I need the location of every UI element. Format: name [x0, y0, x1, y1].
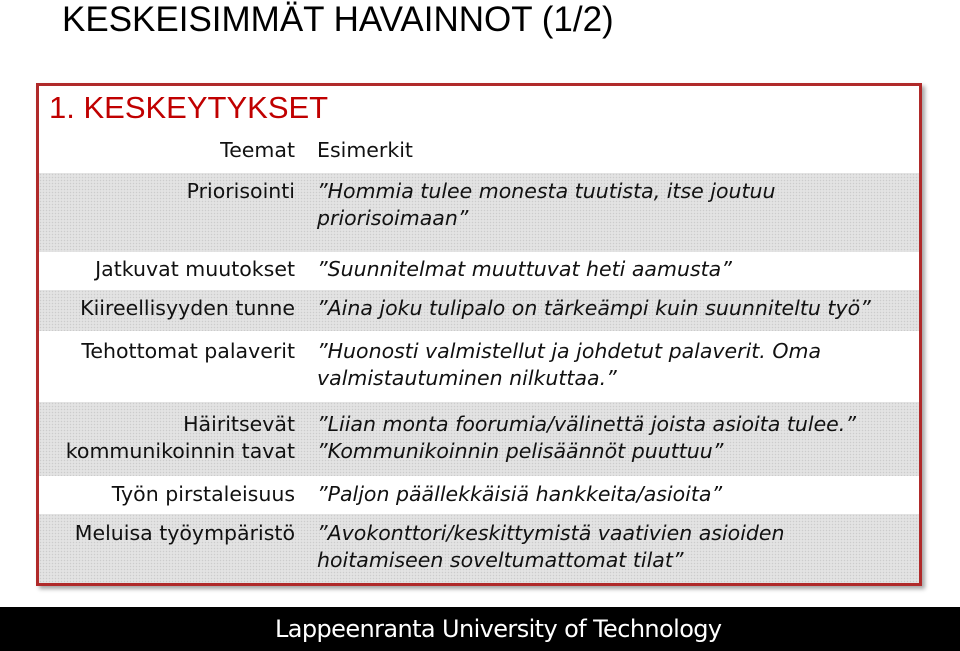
- row-theme: Häiritsevät kommunikoinnin tavat: [65, 412, 295, 463]
- column-header-theme: Teemat: [220, 138, 295, 162]
- row-example: ”Avokonttori/keskittymistä vaativien asioiden hoitamiseen soveltumattomat tilat”: [317, 521, 785, 572]
- table-row: [39, 172, 919, 252]
- table-header-row: [39, 136, 919, 172]
- row-example: ”Huonosti valmistellut ja johdetut palaverit. Oma valmistautuminen nilkuttaa.”: [317, 339, 822, 390]
- findings-box: [36, 83, 922, 586]
- table-row: [39, 331, 919, 401]
- row-theme: Työn pirstaleisuus: [111, 482, 295, 506]
- table-row: [39, 476, 919, 513]
- row-theme: Kiireellisyyden tunne: [80, 296, 295, 320]
- row-theme: Priorisointi: [186, 179, 295, 203]
- table-row: [39, 513, 919, 583]
- row-theme: Tehottomat palaverit: [81, 339, 295, 363]
- table-row: [39, 401, 919, 476]
- footer-university-name: Lappeenranta University of Technology: [275, 615, 722, 643]
- table-row: [39, 289, 919, 331]
- row-example: ”Aina joku tulipalo on tärkeämpi kuin suunniteltu työ”: [317, 296, 871, 320]
- slide-title: KESKEISIMMÄT HAVAINNOT (1/2): [62, 0, 614, 39]
- footer-bar: [0, 607, 960, 651]
- row-theme: Meluisa työympäristö: [74, 521, 295, 545]
- section-heading: 1. KESKEYTYKSET: [49, 90, 329, 125]
- row-theme: Jatkuvat muutokset: [95, 257, 295, 281]
- table-row: [39, 252, 919, 289]
- row-example: ”Paljon päällekkäisiä hankkeita/asioita”: [317, 482, 723, 506]
- column-header-example: Esimerkit: [317, 138, 413, 162]
- row-example: ”Liian monta foorumia/välinettä joista asioita tulee.” ”Kommunikoinnin pelisäännöt puuttuu”: [317, 412, 856, 463]
- row-example: ”Hommia tulee monesta tuutista, itse joutuu priorisoimaan”: [317, 179, 776, 230]
- row-example: ”Suunnitelmat muuttuvat heti aamusta”: [317, 257, 732, 281]
